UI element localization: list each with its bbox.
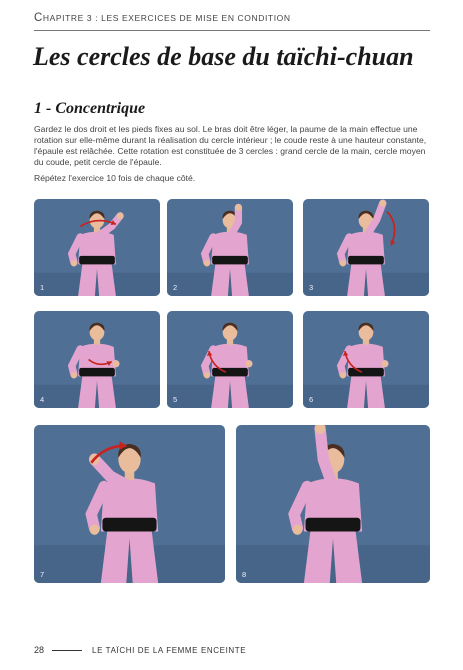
photo-number: 1 [40,283,45,292]
instructions-paragraph: Gardez le dos droit et les pieds fixes au sol. Le bras doit être léger, la paume de la main effectue une rotation sur elle-même durant la réalisation du cercle intérieur ; le coude reste à une hauteur constante, l'épaule est relâchée. Cette rotation est constituée de 3 cercles : grand cercle de la main, cercle moyen du coude, petit cercle de l'épaule. [34,124,427,167]
photo-number: 5 [173,395,178,404]
photo-step-6 [303,311,429,408]
photo-number: 4 [40,395,45,404]
photo-number: 6 [309,395,314,404]
photo-step-4 [34,311,160,408]
chapter-separator: : [92,13,102,23]
photo-step-2 [167,199,293,296]
photo-number: 3 [309,283,314,292]
chapter-header [34,12,291,24]
photo-illustration [34,425,225,583]
chapter-topic: LES EXERCICES DE MISE EN CONDITION [101,13,291,23]
photo-illustration [34,311,160,408]
footer-dash [52,650,82,651]
photo-illustration [303,199,429,296]
photo-step-8 [236,425,430,583]
page-number: 28 [34,645,45,655]
section-subtitle: 1 - Concentrique [34,100,146,117]
photo-step-1 [34,199,160,296]
page-title: Les cercles de base du taïchi-chuan [33,42,414,71]
repeat-instruction: Répétez l'exercice 10 fois de chaque côté. [34,173,196,183]
photo-illustration [167,199,293,296]
header-rule [34,30,430,31]
photo-step-3 [303,199,429,296]
photo-illustration [303,311,429,408]
photo-step-5 [167,311,293,408]
photo-illustration [236,425,430,583]
photo-illustration [167,311,293,408]
photo-number: 2 [173,283,178,292]
photo-number: 7 [40,570,45,579]
photo-number: 8 [242,570,247,579]
chapter-label: HAPITRE 3 [42,13,93,23]
chapter-first-letter: C [34,12,43,24]
running-title: LE TAÏCHI DE LA FEMME ENCEINTE [92,646,247,655]
instructions-text [34,124,434,189]
page-footer [34,645,246,655]
photo-step-7 [34,425,225,583]
photo-illustration [34,199,160,296]
